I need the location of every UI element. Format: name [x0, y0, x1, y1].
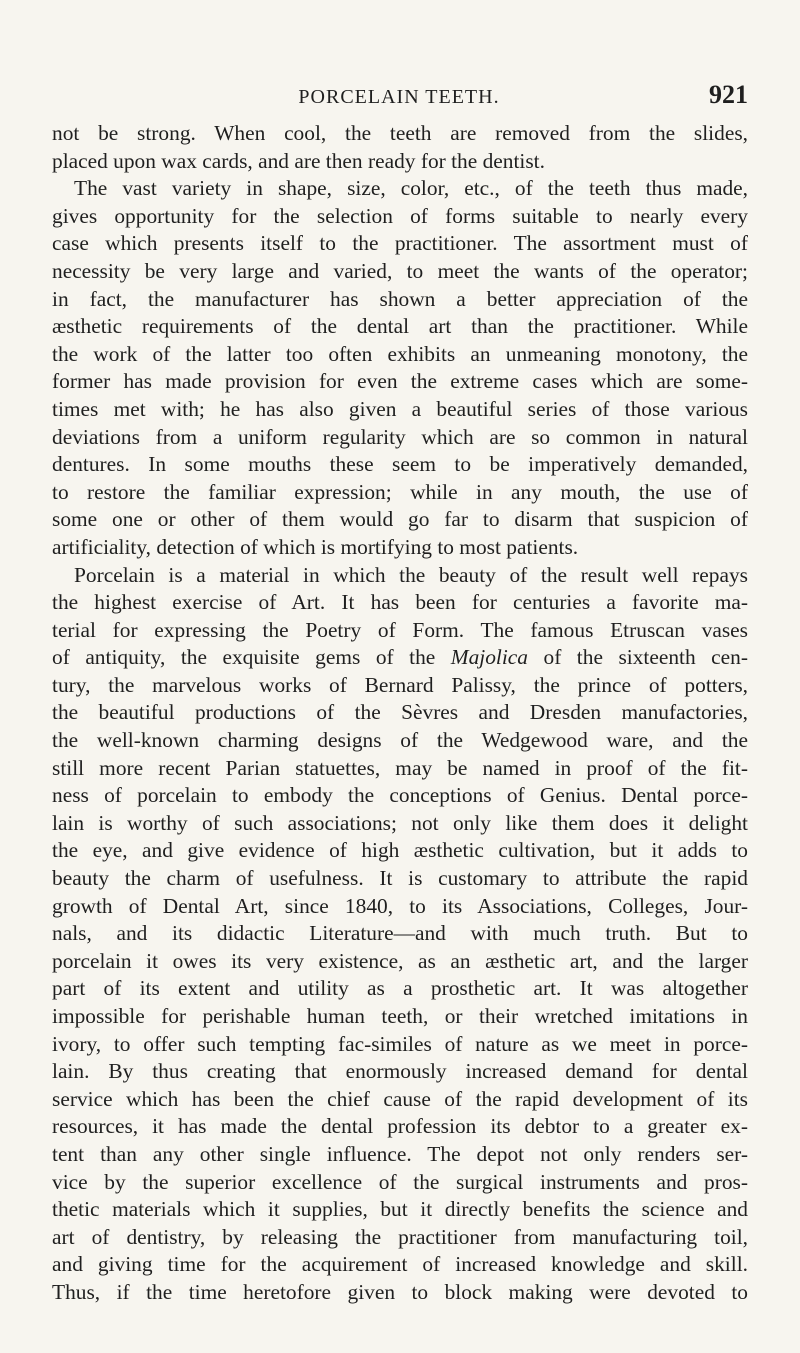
text-line	[52, 644, 748, 672]
text-line: the highest exercise of Art. It has been for centuries a favorite ma-	[52, 590, 748, 615]
text-line: service which has been the chief cause of the rapid development of its	[52, 1086, 748, 1111]
running-head	[50, 80, 748, 112]
text-line: beauty the charm of usefulness. It is customary to attribute the rapid	[52, 866, 748, 891]
text-line: former has made provision for even the extreme cases which are some-	[52, 369, 748, 394]
text-line: some one or other of them would go far to disarm that suspicion of	[52, 507, 748, 532]
text-line: to restore the familiar expression; while in any mouth, the use of	[52, 479, 748, 504]
text-line: artificiality, detection of which is mortifying to most patients.	[52, 534, 579, 559]
text-line: not be strong. When cool, the teeth are removed from the slides,	[52, 121, 748, 145]
text-line: The vast variety in shape, size, color, etc., of the teeth thus made,	[74, 176, 748, 201]
text-segment: of antiquity, the exquisite gems of the	[52, 645, 451, 670]
text-line: part of its extent and utility as a prosthetic art. It was altogether	[52, 976, 748, 1001]
page-number: 921	[709, 80, 748, 109]
text-line: deviations from a uniform regularity which are so common in natural	[52, 424, 748, 449]
text-line: lain is worthy of such associations; not only like them does it delight	[52, 810, 748, 835]
text-line: nals, and its didactic Literature—and with much truth. But to	[52, 921, 748, 946]
text-line: æsthetic requirements of the dental art than the practitioner. While	[52, 314, 748, 339]
text-line: impossible for perishable human teeth, or their wretched imitations in	[52, 1004, 748, 1028]
text-line: ivory, to offer such tempting fac-similes of nature as we meet in porce-	[52, 1031, 748, 1056]
text-line: necessity be very large and varied, to meet the wants of the operator;	[52, 258, 748, 283]
text-line: in fact, the manufacturer has shown a better appreciation of the	[52, 286, 748, 311]
text-line: times met with; he has also given a beautiful series of those various	[52, 396, 748, 421]
text-line: the beautiful productions of the Sèvres and Dresden manufactories,	[52, 700, 748, 725]
text-line: dentures. In some mouths these seem to be imperatively demanded,	[52, 452, 748, 477]
running-title: PORCELAIN TEETH.	[298, 86, 500, 108]
text-line: tent than any other single influence. The depot not only renders ser-	[52, 1141, 748, 1166]
text-segment: of the sixteenth cen-	[528, 645, 748, 670]
text-line: art of dentistry, by releasing the practitioner from manufacturing toil,	[52, 1224, 748, 1249]
text-line: porcelain it owes its very existence, as an æsthetic art, and the larger	[52, 948, 748, 973]
text-line: terial for expressing the Poetry of Form. The famous Etruscan vases	[52, 617, 748, 642]
text-line: Thus, if the time heretofore given to block making were devoted to	[52, 1279, 748, 1304]
text-line: still more recent Parian statuettes, may be named in proof of the fit-	[52, 755, 748, 780]
body-text	[52, 120, 748, 1307]
text-line: the work of the latter too often exhibits an unmeaning monotony, the	[52, 341, 748, 366]
text-line: the well-known charming designs of the Wedgewood ware, and the	[52, 728, 748, 753]
text-line: and giving time for the acquirement of increased knowledge and skill.	[52, 1252, 748, 1277]
italic-term: Majolica	[450, 645, 528, 670]
text-line: the eye, and give evidence of high æsthetic cultivation, but it adds to	[52, 838, 748, 863]
text-line: tury, the marvelous works of Bernard Palissy, the prince of potters,	[52, 672, 748, 697]
text-line: vice by the superior excellence of the surgical instruments and pros-	[52, 1169, 748, 1194]
text-line: Porcelain is a material in which the beauty of the result well repays	[74, 562, 748, 587]
text-line: gives opportunity for the selection of forms suitable to nearly every	[52, 203, 748, 228]
text-line: placed upon wax cards, and are then ready for the dentist.	[52, 148, 545, 173]
text-line: lain. By thus creating that enormously increased demand for dental	[52, 1059, 748, 1084]
text-line: growth of Dental Art, since 1840, to its Associations, Colleges, Jour-	[52, 893, 748, 918]
text-line: thetic materials which it supplies, but it directly benefits the science and	[52, 1197, 748, 1222]
text-line: ness of porcelain to embody the conceptions of Genius. Dental porce-	[52, 783, 748, 808]
text-line: resources, it has made the dental profession its debtor to a greater ex-	[52, 1114, 748, 1139]
text-line: case which presents itself to the practitioner. The assortment must of	[52, 231, 748, 256]
